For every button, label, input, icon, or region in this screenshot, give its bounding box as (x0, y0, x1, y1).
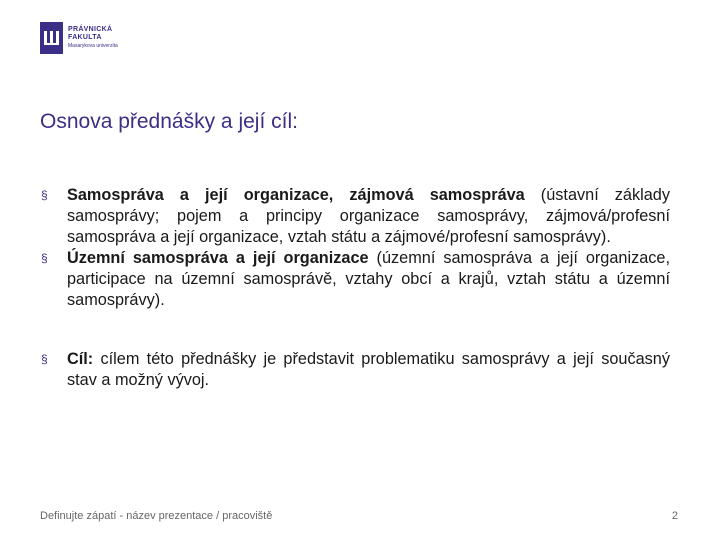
logo-emblem-icon (40, 22, 63, 54)
slide-title: Osnova přednášky a její cíl: (40, 110, 298, 133)
bullet-item-1 (40, 185, 670, 248)
bullet-marker: § (41, 251, 48, 265)
logo-text (68, 26, 118, 50)
logo-subtitle: Masarykova univerzita (68, 43, 118, 49)
logo-line-1: PRÁVNICKÁ (68, 26, 113, 33)
logo-line-2: FAKULTA (68, 34, 102, 41)
footer-text: Definujte zápatí - název prezentace / pracoviště (40, 510, 273, 522)
faculty-logo (40, 22, 180, 62)
bullet-text: (územní samospráva a její organizace, participace na územní samosprávě, vztahy obcí a krajů, vztah státu a územní samosprávy). (67, 249, 670, 309)
bullet-text: cílem této přednášky je představit problematiku samosprávy a její současný stav a možný vývoj. (67, 350, 670, 389)
bullet-marker: § (41, 352, 48, 366)
bullet-list (40, 185, 670, 391)
bullet-text: (ústavní základy samosprávy; pojem a principy organizace samosprávy, zájmová/profesní samospráva a její organizace, vztah státu a zájmové/profesní samosprávy). (67, 186, 670, 246)
bullet-marker: § (41, 188, 48, 202)
bullet-heading: Územní samospráva a její organizace (67, 249, 369, 267)
bullet-item-3 (40, 349, 670, 391)
page-number: 2 (671, 510, 678, 522)
bullet-heading: Samospráva a její organizace, zájmová samospráva (67, 186, 525, 204)
bullet-heading: Cíl: (67, 350, 94, 368)
bullet-item-2 (40, 248, 670, 311)
